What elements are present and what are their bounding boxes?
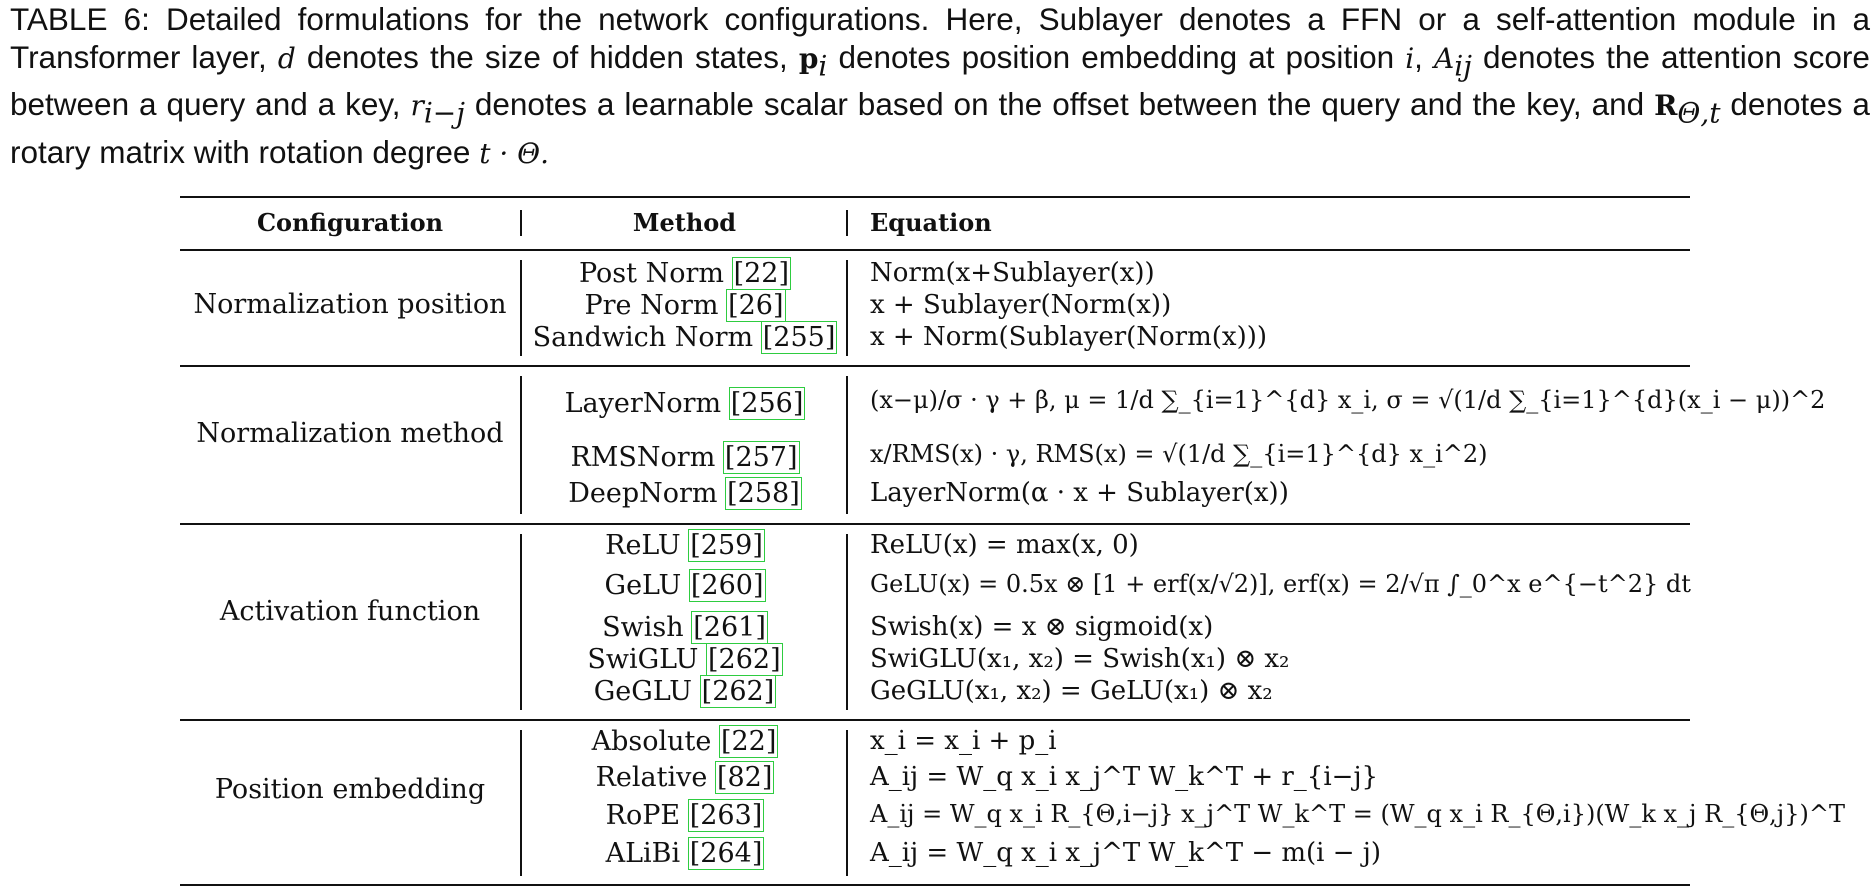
citation-link[interactable]: [262]: [701, 676, 775, 707]
method-cell: [522, 644, 847, 675]
caption-text: denotes a rotary matrix with rotation degree: [10, 86, 1870, 170]
method-name: Sandwich Norm: [532, 322, 754, 353]
caption-symbol-d: d: [277, 42, 296, 75]
caption-lead: TABLE 6: Detailed formulations for the network configurations. Here, Sublayer denotes a FFN or a self-attention module in a Transformer layer,: [10, 1, 1870, 75]
citation-link[interactable]: [262]: [707, 644, 781, 675]
method-name: Post Norm: [578, 258, 724, 289]
method-cell: [522, 442, 847, 473]
header-rule: [180, 249, 1690, 251]
citation-number: 82: [727, 762, 762, 793]
caption-symbol-r-sub: i−j: [423, 96, 465, 130]
method-cell: [522, 570, 847, 601]
method-cell: [522, 676, 847, 707]
citation-link[interactable]: [26]: [728, 290, 784, 321]
group-rule: [180, 365, 1690, 367]
equation-cell: GeLU(x) = 0.5x ⊗ [1 + erf(x/√2)], erf(x) = 2/√π ∫_0^x e^{−t^2} dt: [870, 570, 1691, 598]
citation-link[interactable]: [261]: [693, 612, 766, 643]
method-cell: [522, 388, 847, 419]
method-cell: [522, 612, 847, 643]
citation-link[interactable]: [22]: [720, 726, 777, 757]
citation-number: 26: [738, 290, 773, 321]
citation-number: 258: [737, 478, 790, 509]
citation-number: 22: [731, 726, 766, 757]
method-name: RMSNorm: [570, 442, 716, 473]
method-cell: [522, 838, 847, 869]
citation-number: 257: [735, 442, 787, 473]
equation-cell: Swish(x) = x ⊗ sigmoid(x): [870, 612, 1214, 642]
table-bottom-rule: [180, 884, 1690, 886]
citation-link[interactable]: [260]: [690, 570, 764, 601]
equation-cell: x + Sublayer(Norm(x)): [870, 290, 1172, 320]
method-name: ReLU: [605, 530, 681, 561]
citation-number: 263: [700, 800, 752, 831]
equation-cell: x/RMS(x) · γ, RMS(x) = √(1/d ∑_{i=1}^{d} x_i^2): [870, 440, 1488, 468]
caption-symbol-p-sub: i: [818, 49, 828, 83]
method-name: DeepNorm: [568, 478, 718, 509]
table-top-rule: [180, 196, 1690, 198]
caption-text: denotes the attention score between a query and a key,: [10, 39, 1870, 123]
caption-text: denotes the size of hidden states,: [306, 39, 788, 75]
citation-number: 264: [700, 838, 752, 869]
header-equation: Equation: [870, 208, 992, 237]
method-name: Relative: [595, 762, 708, 793]
config-cell: Normalization method: [196, 418, 504, 449]
equation-cell: A_ij = W_q x_i R_{Θ,i−j} x_j^T W_k^T = (W_q x_i R_{Θ,i})(W_k x_j R_{Θ,j})^T: [870, 800, 1845, 828]
citation-number: 255: [773, 322, 825, 353]
config-cell: Activation function: [219, 596, 481, 627]
citation-number: 259: [700, 530, 753, 561]
method-cell: [522, 530, 847, 561]
citation-link[interactable]: [264]: [689, 838, 763, 869]
group-rule: [180, 523, 1690, 525]
equation-cell: SwiGLU(x₁, x₂) = Swish(x₁) ⊗ x₂: [870, 644, 1290, 674]
equation-cell: ReLU(x) = max(x, 0): [870, 530, 1139, 560]
equation-cell: LayerNorm(α · x + Sublayer(x)): [870, 478, 1289, 508]
method-cell: [522, 478, 847, 509]
caption-text: denotes position embedding at position: [838, 39, 1395, 75]
caption-symbol-a-sub: ij: [1454, 49, 1472, 83]
method-name: GeGLU: [593, 676, 693, 707]
citation-number: 262: [718, 644, 771, 675]
caption-text: ,: [1414, 39, 1423, 75]
citation-link[interactable]: [256]: [730, 388, 804, 419]
method-name: RoPE: [605, 800, 681, 831]
method-name: Absolute: [591, 726, 712, 757]
citation-link[interactable]: [259]: [690, 530, 763, 561]
method-cell: [522, 762, 847, 793]
equation-cell: GeGLU(x₁, x₂) = GeLU(x₁) ⊗ x₂: [870, 676, 1273, 706]
citation-number: 261: [703, 612, 756, 643]
method-cell: [522, 800, 847, 831]
config-cell: Normalization position: [193, 289, 507, 320]
equation-cell: A_ij = W_q x_i x_j^T W_k^T + r_{i−j}: [870, 762, 1379, 792]
header-method: Method: [632, 208, 737, 237]
method-name: ALiBi: [605, 838, 681, 869]
caption-symbol-rotary-sub: Θ,t: [1677, 96, 1721, 130]
method-cell: [522, 726, 847, 757]
caption-symbol-rotary: R: [1654, 89, 1678, 123]
header-configuration: Configuration: [256, 208, 444, 237]
table-caption: [10, 0, 1870, 173]
citation-number: 22: [744, 258, 779, 289]
method-name: SwiGLU: [587, 644, 699, 675]
method-cell: [522, 258, 847, 289]
caption-symbol-i: i: [1405, 42, 1415, 75]
caption-symbol-p: p: [798, 42, 819, 75]
method-cell: [522, 290, 847, 321]
equation-cell: x_i = x_i + p_i: [870, 726, 1057, 756]
citation-number: 262: [712, 676, 764, 707]
caption-symbol-r: r: [410, 89, 424, 123]
citation-link[interactable]: [257]: [724, 442, 798, 473]
method-name: Swish: [602, 612, 684, 643]
equation-cell: x + Norm(Sublayer(Norm(x))): [870, 322, 1267, 352]
caption-symbol-a: A: [1434, 42, 1455, 75]
method-cell: [522, 322, 847, 353]
citation-link[interactable]: [263]: [689, 800, 763, 831]
citation-link[interactable]: [22]: [733, 258, 790, 289]
equation-cell: (x−μ)/σ · γ + β, μ = 1/d ∑_{i=1}^{d} x_i, σ = √(1/d ∑_{i=1}^{d}(x_i − μ))^2: [870, 386, 1826, 414]
caption-symbol-t-theta: t · Θ.: [479, 136, 550, 170]
method-name: Pre Norm: [584, 290, 719, 321]
caption-text: denotes a learnable scalar based on the offset between the query and the key, and: [474, 86, 1645, 123]
citation-link[interactable]: [82]: [716, 762, 773, 793]
citation-link[interactable]: [255]: [762, 322, 836, 353]
method-name: GeLU: [604, 570, 682, 601]
equation-cell: A_ij = W_q x_i x_j^T W_k^T − m(i − j): [870, 838, 1382, 868]
method-name: LayerNorm: [564, 388, 722, 419]
citation-number: 260: [701, 570, 753, 601]
config-cell: Position embedding: [214, 774, 486, 805]
citation-number: 256: [741, 388, 793, 419]
citation-link[interactable]: [258]: [727, 478, 800, 509]
group-rule: [180, 719, 1690, 721]
equation-cell: Norm(x+Sublayer(x)): [870, 258, 1155, 288]
